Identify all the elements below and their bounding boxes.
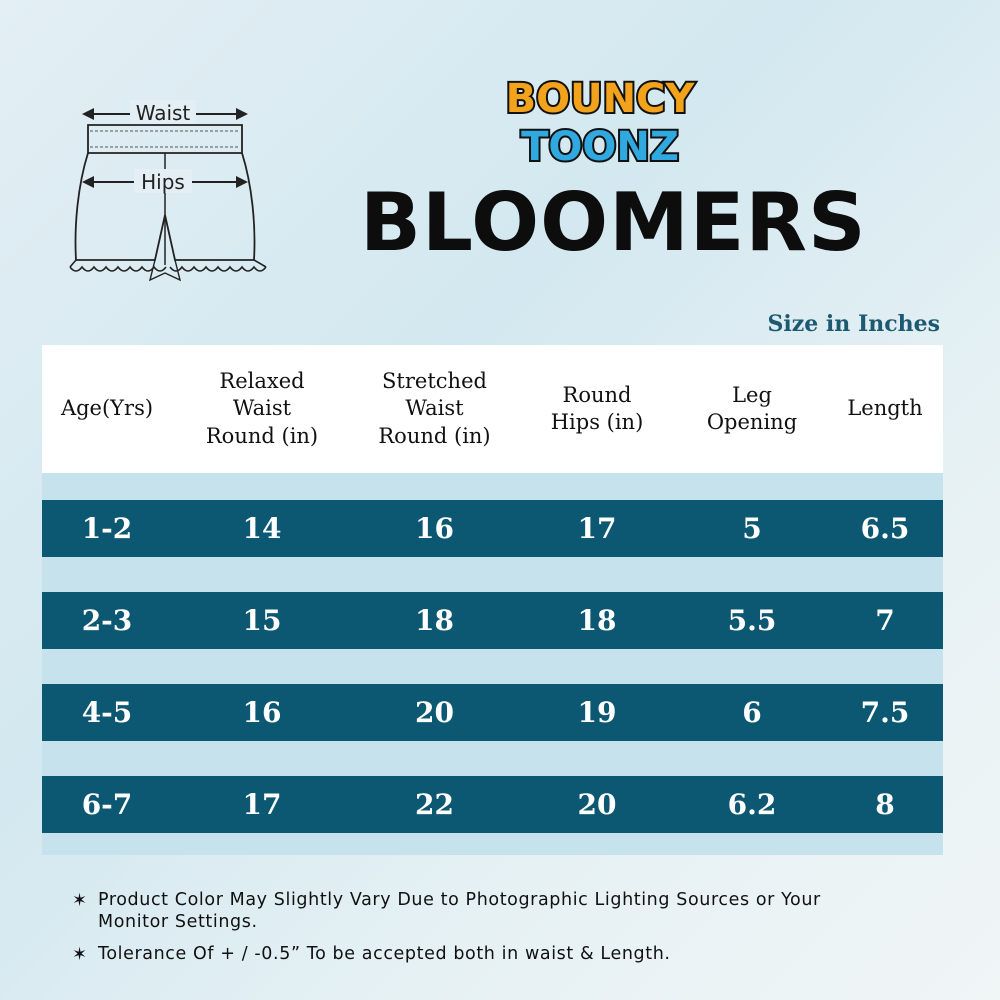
header-length: Length [847, 396, 923, 421]
cell-age: 2-3 [81, 604, 133, 637]
cell-round-hips: 17 [577, 512, 617, 545]
header-relaxed-waist: Relaxed Waist Round (in) [205, 369, 319, 448]
cell-relaxed-waist: 17 [242, 788, 282, 821]
cell-leg-opening: 6.2 [727, 788, 777, 821]
row-divider [42, 473, 943, 500]
cell-leg-opening: 6 [742, 696, 762, 729]
bouncy-toonz-logo [495, 70, 705, 170]
row-divider [42, 557, 943, 592]
table-header [42, 345, 943, 473]
cell-stretched-waist: 20 [415, 696, 454, 729]
cell-length: 7 [875, 604, 895, 637]
cell-length: 6.5 [860, 512, 910, 545]
cell-leg-opening: 5.5 [727, 604, 777, 637]
footnote-text: Tolerance Of + / -0.5” To be accepted both in waist & Length. [98, 943, 671, 964]
cell-relaxed-waist: 15 [242, 604, 282, 637]
cell-stretched-waist: 16 [415, 512, 454, 545]
cell-age: 1-2 [81, 512, 133, 545]
table-row [42, 776, 943, 833]
table-row [42, 592, 943, 649]
hips-label: Hips [141, 170, 185, 194]
cell-relaxed-waist: 14 [242, 512, 282, 545]
brand-logo [495, 70, 705, 170]
cell-length: 8 [875, 788, 895, 821]
cell-age: 6-7 [81, 788, 133, 821]
bloomers-diagram [60, 95, 270, 295]
cell-length: 7.5 [860, 696, 910, 729]
cell-stretched-waist: 22 [415, 788, 454, 821]
row-divider [42, 649, 943, 684]
cell-round-hips: 20 [577, 788, 617, 821]
cell-relaxed-waist: 16 [242, 696, 282, 729]
bloomers-outline-icon [60, 95, 270, 295]
row-divider [42, 741, 943, 776]
row-divider [42, 833, 943, 855]
cell-age: 4-5 [81, 696, 133, 729]
header-leg-opening: Leg Opening [706, 382, 798, 434]
brand-line1: BOUNCY [505, 76, 695, 122]
star-bullet-icon: ✶ [72, 890, 88, 911]
header-age: Age(Yrs) [60, 396, 154, 421]
page-title: BLOOMERS [360, 176, 867, 269]
table-row [42, 500, 943, 557]
cell-stretched-waist: 18 [415, 604, 454, 637]
cell-round-hips: 19 [577, 696, 617, 729]
footnote-item [72, 944, 892, 967]
table-row [42, 684, 943, 741]
size-chart-table [42, 345, 943, 855]
size-unit-note: Size in Inches [767, 311, 940, 337]
cell-leg-opening: 5 [742, 512, 762, 545]
cell-round-hips: 18 [577, 604, 617, 637]
waist-label: Waist [135, 101, 191, 125]
brand-line2: TOONZ [521, 124, 679, 170]
header-stretched-waist: Stretched Waist Round (in) [378, 369, 491, 448]
footnote-text: Product Color May Slightly Vary Due to Photographic Lighting Sources or Your Monitor Settings. [98, 890, 821, 932]
footnote-item [72, 890, 892, 934]
header-round-hips: Round Hips (in) [550, 382, 644, 434]
star-bullet-icon: ✶ [72, 943, 88, 965]
footnotes [72, 890, 892, 976]
